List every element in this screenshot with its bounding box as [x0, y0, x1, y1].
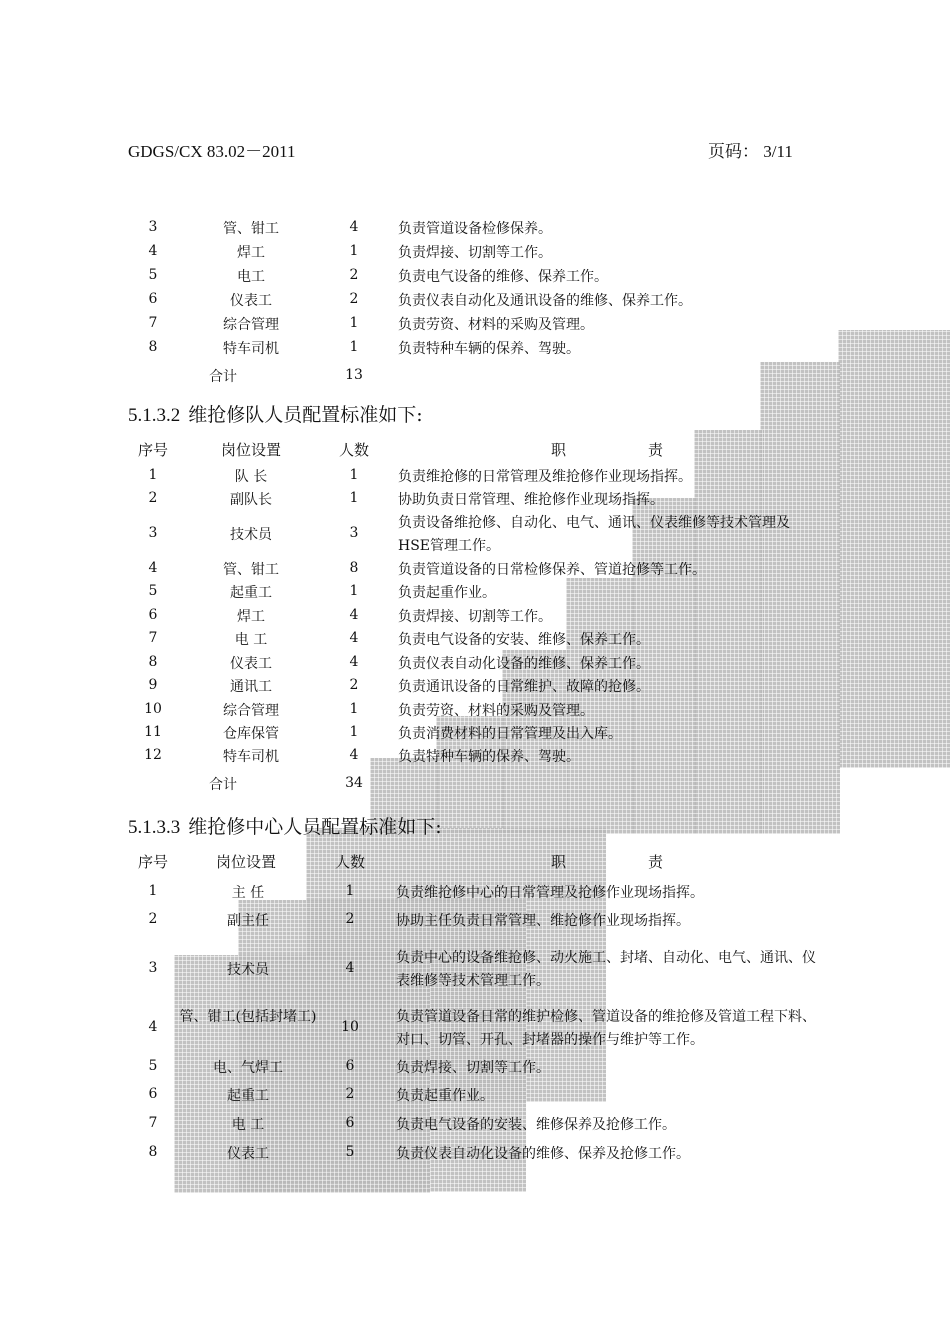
- position-cell: 管、钳工: [223, 221, 279, 237]
- row-number: 6: [148, 1086, 158, 1102]
- count-cell: 1: [349, 339, 359, 355]
- position-cell: 技术员: [227, 962, 269, 978]
- row-number: 5: [148, 583, 158, 599]
- total-label: 合计: [209, 369, 237, 385]
- page-number: 页码： 3/11: [708, 142, 793, 161]
- row-number: 4: [148, 1019, 158, 1035]
- duty-cell: 负责管道设备检修保养。: [398, 221, 552, 237]
- count-cell: 4: [349, 654, 359, 670]
- position-cell: 起重工: [230, 585, 272, 601]
- count-cell: 1: [345, 883, 355, 899]
- duty-cell: 负责仪表自动化设备的维修、保养及抢修工作。: [396, 1146, 690, 1162]
- duty-cell: 负责设备维抢修、自动化、电气、通讯、仪表维修等技术管理及HSE管理工作。: [398, 515, 790, 554]
- position-cell: 管、钳工(包括封堵工): [179, 1009, 317, 1025]
- duty-cell: 负责维抢修中心的日常管理及抢修作业现场指挥。: [396, 885, 704, 901]
- count-cell: 4: [349, 607, 359, 623]
- row-number: 1: [148, 883, 158, 899]
- count-cell: 1: [349, 701, 359, 717]
- total-value: 34: [345, 775, 363, 791]
- total-value: 13: [345, 367, 363, 383]
- count-cell: 1: [349, 467, 359, 483]
- row-number: 3: [148, 960, 158, 976]
- position-cell: 副队长: [230, 492, 272, 508]
- row-number: 8: [148, 1144, 158, 1160]
- row-number: 8: [148, 339, 158, 355]
- count-cell: 4: [345, 960, 355, 976]
- position-cell: 仪表工: [230, 656, 272, 672]
- col-header-position: 岗位设置: [220, 441, 281, 459]
- duty-cell: 负责焊接、切割等工作。: [398, 609, 552, 625]
- row-number: 4: [148, 243, 158, 259]
- count-cell: 5: [345, 1144, 355, 1160]
- count-cell: 4: [349, 219, 359, 235]
- section-title: 维抢修队人员配置标准如下:: [188, 404, 423, 426]
- row-number: 2: [148, 911, 158, 927]
- row-number: 3: [148, 525, 158, 541]
- count-cell: 2: [349, 267, 359, 283]
- position-cell: 综合管理: [223, 703, 279, 719]
- count-cell: 1: [349, 583, 359, 599]
- row-number: 5: [148, 1058, 158, 1074]
- duty-cell: 负责中心的设备维抢修、动火施工、封堵、自动化、电气、通讯、仪表维修等技术管理工作。: [396, 950, 816, 989]
- duty-cell: 负责管道设备日常的维护检修、管道设备的维抢修及管道工程下料、对口、切管、开孔、封堵器的操作与维护等工作。: [396, 1009, 816, 1048]
- duty-cell: 负责起重作业。: [396, 1088, 494, 1104]
- row-number: 1: [148, 467, 158, 483]
- count-cell: 3: [349, 525, 359, 541]
- row-number: 5: [148, 267, 158, 283]
- count-cell: 1: [349, 315, 359, 331]
- col-header-count: 人数: [338, 441, 369, 459]
- duty-cell: 负责电气设备的安装、维修保养及抢修工作。: [396, 1117, 676, 1133]
- position-cell: 技术员: [230, 527, 272, 543]
- position-cell: 焊工: [237, 609, 265, 625]
- count-cell: 4: [349, 747, 359, 763]
- row-number: 12: [144, 747, 162, 763]
- position-cell: 电、气焊工: [213, 1060, 283, 1076]
- section-heading: [128, 400, 423, 427]
- duty-cell: 负责仪表自动化及通讯设备的维修、保养工作。: [398, 293, 692, 309]
- row-number: 2: [148, 490, 158, 506]
- col-header-no: 序号: [137, 853, 168, 871]
- row-number: 10: [144, 701, 162, 717]
- count-cell: 2: [349, 291, 359, 307]
- count-cell: 1: [349, 490, 359, 506]
- section-number: 5.1.3.3: [128, 817, 181, 838]
- position-cell: 仓库保管: [223, 726, 279, 742]
- position-cell: 通讯工: [230, 679, 272, 695]
- document-code: GDGS/CX 83.02－2011: [128, 142, 296, 161]
- duty-cell: 负责消费材料的日常管理及出入库。: [398, 726, 622, 742]
- duty-cell: 协助主任负责日常管理、维抢修作业现场指挥。: [396, 913, 690, 929]
- position-cell: 起重工: [227, 1088, 269, 1104]
- duty-cell: 负责通讯设备的日常维护、故障的抢修。: [398, 679, 650, 695]
- col-header-no: 序号: [137, 441, 168, 459]
- duty-cell: 负责电气设备的安装、维修、保养工作。: [398, 632, 650, 648]
- count-cell: 8: [349, 560, 359, 576]
- position-cell: 综合管理: [223, 317, 279, 333]
- count-cell: 1: [349, 724, 359, 740]
- duty-cell: 负责电气设备的维修、保养工作。: [398, 269, 608, 285]
- position-cell: 副主任: [227, 913, 269, 929]
- duty-cell: 负责起重作业。: [398, 585, 496, 601]
- count-cell: 2: [345, 1086, 355, 1102]
- row-number: 8: [148, 654, 158, 670]
- row-number: 11: [144, 724, 162, 740]
- row-number: 7: [148, 630, 158, 646]
- position-cell: 主 任: [231, 885, 265, 901]
- row-number: 3: [148, 219, 158, 235]
- position-cell: 仪表工: [230, 293, 272, 309]
- count-cell: 4: [349, 630, 359, 646]
- row-number: 4: [148, 560, 158, 576]
- col-header-position: 岗位设置: [215, 853, 276, 871]
- count-cell: 1: [349, 243, 359, 259]
- section-heading: [128, 812, 442, 839]
- count-cell: 2: [349, 677, 359, 693]
- row-number: 7: [148, 315, 158, 331]
- position-cell: 特车司机: [223, 749, 279, 765]
- duty-cell: 负责特种车辆的保养、驾驶。: [398, 749, 580, 765]
- duty-cell: 负责维抢修的日常管理及维抢修作业现场指挥。: [398, 469, 692, 485]
- position-cell: 仪表工: [227, 1146, 269, 1162]
- row-number: 9: [148, 677, 158, 693]
- duty-cell: 负责焊接、切割等工作。: [396, 1060, 550, 1076]
- count-cell: 10: [341, 1019, 359, 1035]
- position-cell: 队 长: [234, 469, 268, 485]
- total-label: 合计: [209, 777, 237, 793]
- duty-cell: 协助负责日常管理、维抢修作业现场指挥。: [398, 492, 664, 508]
- section-title: 维抢修中心人员配置标准如下:: [188, 816, 442, 838]
- scan-pattern-block: [838, 330, 950, 768]
- duty-cell: 负责仪表自动化设备的维修、保养工作。: [398, 656, 650, 672]
- count-cell: 6: [345, 1115, 355, 1131]
- duty-cell: 负责焊接、切割等工作。: [398, 245, 552, 261]
- count-cell: 2: [345, 911, 355, 927]
- col-header-count: 人数: [334, 853, 365, 871]
- count-cell: 6: [345, 1058, 355, 1074]
- row-number: 7: [148, 1115, 158, 1131]
- position-cell: 电工: [237, 269, 265, 285]
- duty-cell: 负责特种车辆的保养、驾驶。: [398, 341, 580, 357]
- row-number: 6: [148, 291, 158, 307]
- position-cell: 电 工: [234, 632, 268, 648]
- position-cell: 电 工: [231, 1117, 265, 1133]
- row-number: 6: [148, 607, 158, 623]
- position-cell: 特车司机: [223, 341, 279, 357]
- position-cell: 焊工: [237, 245, 265, 261]
- duty-cell: 负责劳资、材料的采购及管理。: [398, 703, 594, 719]
- duty-cell: 负责劳资、材料的采购及管理。: [398, 317, 594, 333]
- section-number: 5.1.3.2: [128, 405, 181, 426]
- duty-cell: 负责管道设备的日常检修保养、管道抢修等工作。: [398, 562, 706, 578]
- position-cell: 管、钳工: [223, 562, 279, 578]
